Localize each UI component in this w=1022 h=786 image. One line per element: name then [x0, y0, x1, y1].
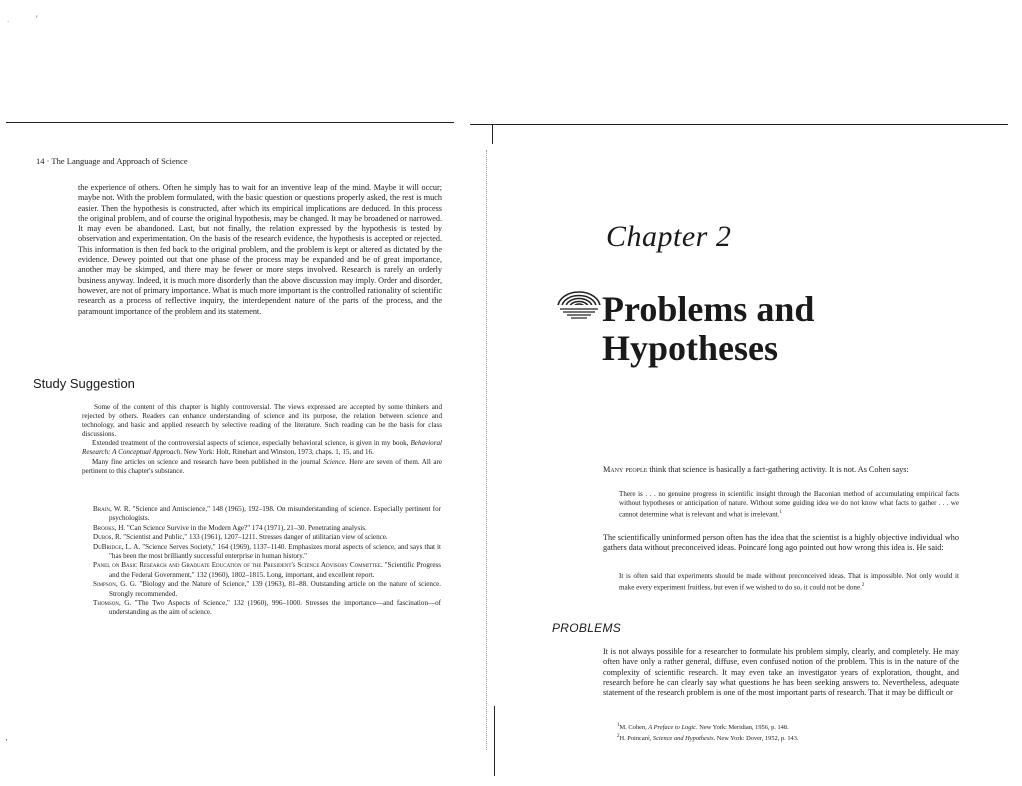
- problems-heading: PROBLEMS: [552, 621, 622, 635]
- left-page-top-rule: [6, 122, 454, 123]
- chapter-title-line-1: Problems and: [602, 289, 815, 329]
- study-paragraph-1: Some of the content of this chapter is highly controversial. The views expressed are accepted by some thinkers and rejected by others. Readers can enhance understanding of science and its purpose, the relation between science and technology, and basic and applied research by selective reading of the literature. Such reading can be the basis for class discussions.: [82, 403, 442, 439]
- footnote-item: $^1$M. Cohen, A Preface to Logic. New York: Meridian, 1956, p. 148.: [617, 723, 789, 732]
- scan-mark: ‚: [5, 733, 8, 742]
- reference-item: [93, 580, 441, 599]
- right-page-top-rule: [470, 124, 1008, 125]
- footnote-book-title: A Preface to Logic: [648, 724, 697, 732]
- footnote-number: 1: [617, 723, 620, 728]
- chapter-label: Chapter 2: [606, 220, 732, 253]
- journal-title: Science: [323, 457, 345, 466]
- reference-item: [93, 561, 441, 580]
- footnote-number: 2: [617, 733, 620, 739]
- footnote-book-title: Science and Hypothesis: [652, 734, 714, 742]
- poincare-intro-paragraph: The scientifically uninformed person often has the idea that the scientist is a highly objective individual who gathers data without preconceived ideas. Poincaré long ago pointed out how wrong this idea is. He said:: [603, 533, 959, 553]
- reference-text: "The Two Aspects of Science," 132 (1960), 996–1000. Stresses the importance—and fascination—of understanding as the aim of science.: [109, 599, 442, 617]
- cohen-quote: There is . . . no genuine progress in scientific insight through the Baconian method of accumulating empirical facts without hypotheses or anticipation of nature. Without some guiding idea we do not know what facts to gather . . . we cannot determine what is relevant and what is irrelevant.$^1$: [619, 490, 959, 519]
- reference-author: Brain, W. R.: [93, 505, 131, 513]
- reference-author: Dubos, R.: [93, 533, 122, 542]
- reference-text: "Scientist and Public," 133 (1961), 1207–1211. Stresses danger of utilitarian view of science.: [121, 533, 388, 542]
- reference-item: [93, 524, 441, 533]
- running-head: 14 · The Language and Approach of Science: [36, 156, 188, 166]
- poincare-quote: It is often said that experiments should be made without preconceived ideas. That is impossible. Not only would it make every experiment fruitless, but even if we wished to do so, it could not be done.$^2$: [619, 572, 959, 592]
- problems-paragraph: It is not always possible for a researcher to formulate his problem simply, clearly, and completely. He may often have only a rather general, diffuse, even confused notion of the problem. This is in the nature of the complexity of scientific research. It may even take an investigator years of exploration, thought, and research before he can clearly say what questions he has been seeking answers to. Nevertheless, adequate statement of the research problem is one of the most important parts of research. That it may be difficult or: [603, 647, 959, 698]
- study-paragraph-2: Extended treatment of the controversial aspects of science, especially behavioral science, is given in my book, Behavioral Research: A Conceptual Approach. New York: Holt, Rinehart and Winston, 1973, chaps. 1, 15, and 16.: [82, 439, 442, 457]
- chapter-title-line-2: Hypotheses: [602, 328, 779, 368]
- book-title: Behavioral Research: A Conceptual Approach: [82, 439, 442, 457]
- reference-text: "Scientific Progress and the Federal Government," 132 (1960), 1802–1815. Long, important, and excellent report.: [109, 561, 442, 579]
- page-gutter-line: [494, 706, 495, 776]
- reference-text: "Science and Antiscience," 148 (1965), 192–198. On misunderstanding of science. Especially pertinent for psychologists.: [109, 505, 441, 523]
- study-suggestion-block: [82, 403, 442, 476]
- left-body-paragraph: the experience of others. Often he simply has to wait for an inventive leap of the mind. Maybe it will occur; maybe not. With the problem formulated, with the basic question or questions properly asked, the rest is much easier. Then the hypothesis is constructed, after which its empirical implications are deduced. In this process the original problem, and of course the original hypothesis, may be changed. It may be broadened or narrowed. It may even be abandoned. Last, but not finally, the relation expressed by the hypothesis is tested by observation and experimentation. On the basis of the research evidence, the hypothesis is accepted or rejected. This information is then fed back to the original problem, and the problem is kept or altered as dictated by the evidence. Dewey pointed out that one phase of the process may be expanded and be of great importance, another may be skimped, and there may be fewer or more steps involved. Research is rarely an orderly business anyway. Indeed, it is much more disorderly than the above discussion may imply. Order and disorder, however, are not of primary importance. What is much more important is the controlled rationality of scientific research as a process of reflective inquiry, the interdependent nature of the parts of the process, and the paramount importance of the problem and its statement.: [78, 183, 442, 316]
- reference-item: [93, 543, 441, 562]
- chapter-emblem-icon: [556, 290, 602, 324]
- reference-item: [93, 505, 441, 524]
- reference-item: [93, 599, 441, 618]
- reference-text: "Biology and the Nature of Science," 139 (1963), 81–88. Outstanding article on the nature of science. Strongly recommended.: [109, 580, 442, 598]
- intro-paragraph: Many people think that science is basically a fact-gathering activity. It is not. As Cohen says:: [603, 465, 909, 474]
- footnote-list: [617, 722, 917, 743]
- footnote-item: $^2$H. Poincaré, Science and Hypothesis. New York: Dover, 1952, p. 143.: [617, 733, 799, 742]
- intro-smallcaps: Many people: [603, 465, 648, 474]
- scan-mark: `: [7, 20, 10, 28]
- reference-item: [93, 533, 441, 542]
- chapter-title: [602, 290, 814, 368]
- reference-author: Thomson, G.: [93, 599, 132, 608]
- footnote-marker: 2: [861, 583, 865, 589]
- reference-text: "Science Serves Society," 164 (1969), 1137–1140. Emphasizes moral aspects of science, and says that it "has been the most brilliantly successful enterprise in human history.": [109, 542, 441, 561]
- footnote-marker: 1: [779, 510, 783, 516]
- study-paragraph-3: Many fine articles on science and research have been published in the journal Science. Here are seven of them. All are pertinent to this chapter's substance.: [82, 457, 443, 475]
- reference-text: "Can Science Survive in the Modern Age?" 174 (1971), 21–30. Penetrating analysis.: [125, 523, 367, 532]
- study-suggestion-heading: Study Suggestion: [33, 376, 135, 391]
- page-gutter: [486, 150, 487, 750]
- reference-author: DuBridge, L. A.: [93, 542, 141, 551]
- scan-mark: ': [36, 14, 38, 24]
- reference-author: Brooks, H.: [93, 523, 126, 532]
- reference-author: Simpson, G. G.: [93, 580, 137, 589]
- reference-list: [93, 505, 441, 618]
- reference-author: Panel on Basic Research and Graduate Education of the President's Science Advisory Committee.: [93, 561, 383, 570]
- right-page-corner-rule: [492, 124, 493, 144]
